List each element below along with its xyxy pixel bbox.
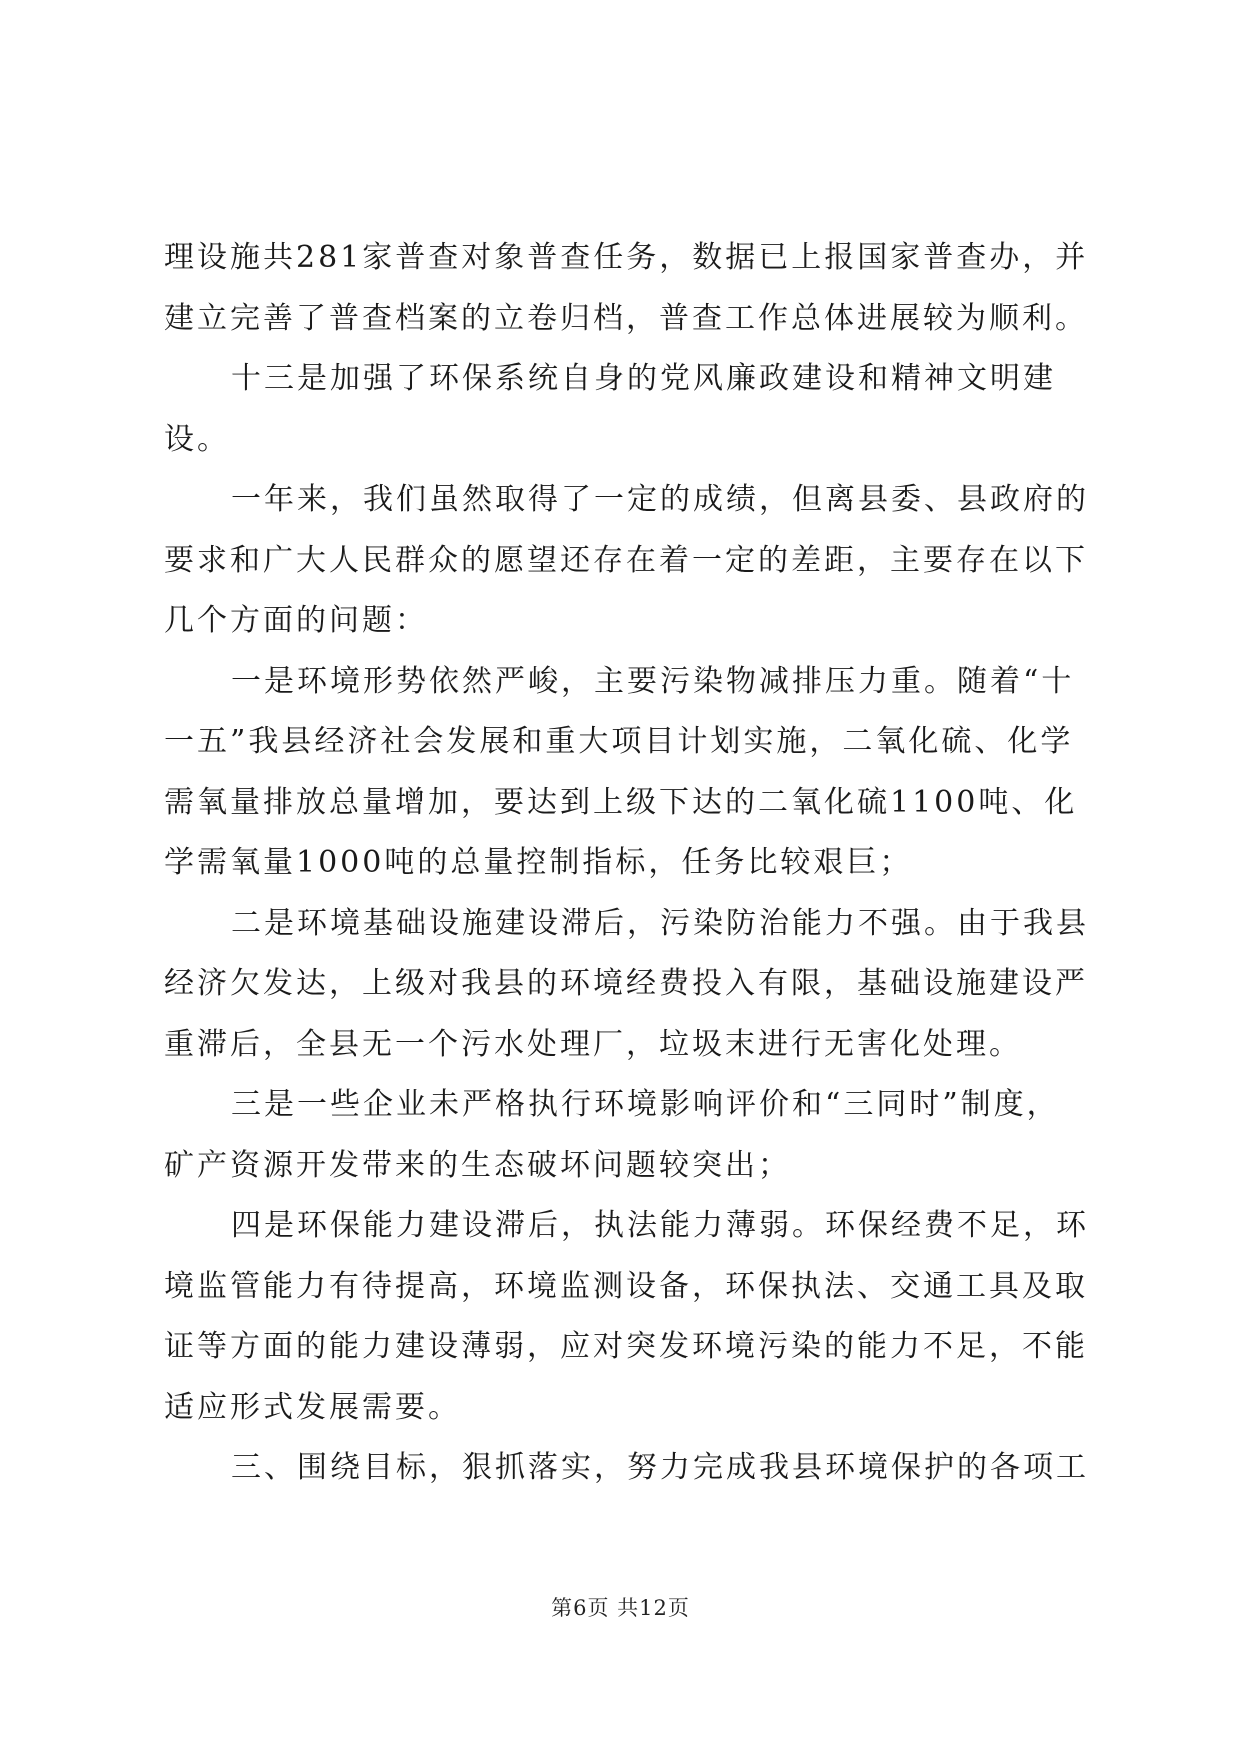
text-line: 一是环境形势依然严峻，主要污染物减排压力重。随着“十 (231, 663, 1075, 699)
text-line: 适应形式发展需要。 (164, 1389, 461, 1425)
body-text (164, 228, 1089, 1499)
text-line: 四是环保能力建设滞后，执法能力薄弱。环保经费不足，环 (231, 1208, 1089, 1243)
text-line: 一五”我县经济社会发展和重大项目计划实施，二氧化硫、化学 (164, 724, 1074, 759)
text-line: 矿产资源开发带来的生态破坏问题较突出； (164, 1147, 791, 1183)
text-line: 十三是加强了环保系统自身的党风廉政建设和精神文明建 (231, 361, 1056, 396)
text-line: 三是一些企业未严格执行环境影响评价和“三同时”制度， (231, 1087, 1060, 1122)
text-line: 境监管能力有待提高，环境监测设备，环保执法、交通工具及取 (164, 1268, 1088, 1304)
text-line: 理设施共281家普查对象普查任务，数据已上报国家普查办，并 (164, 240, 1089, 275)
text-line: 二是环境基础设施建设滞后，污染防治能力不强。由于我县 (231, 905, 1089, 941)
text-line: 需氧量排放总量增加，要达到上级下达的二氧化硫1100吨、化 (164, 784, 1078, 820)
text-line: 一年来，我们虽然取得了一定的成绩，但离县委、县政府的 (231, 482, 1089, 517)
text-line: 要求和广大人民群众的愿望还存在着一定的差距，主要存在以下 (164, 542, 1088, 578)
text-line: 重滞后，全县无一个污水处理厂，垃圾末进行无害化处理。 (164, 1026, 1022, 1062)
page-footer: 第6页 共12页 (551, 1596, 690, 1620)
text-line: 设。 (164, 421, 230, 457)
text-line: 学需氧量1000吨的总量控制指标，任务比较艰巨； (164, 845, 913, 880)
text-line: 几个方面的问题： (164, 603, 428, 638)
text-line: 经济欠发达，上级对我县的环境经费投入有限，基础设施建设严 (164, 966, 1088, 1001)
text-line: 三、围绕目标，狠抓落实，努力完成我县环境保护的各项工 (231, 1450, 1089, 1485)
text-line: 建立完善了普查档案的立卷归档，普查工作总体进展较为顺利。 (164, 300, 1088, 336)
text-line: 证等方面的能力建设薄弱，应对突发环境污染的能力不足，不能 (164, 1329, 1088, 1364)
